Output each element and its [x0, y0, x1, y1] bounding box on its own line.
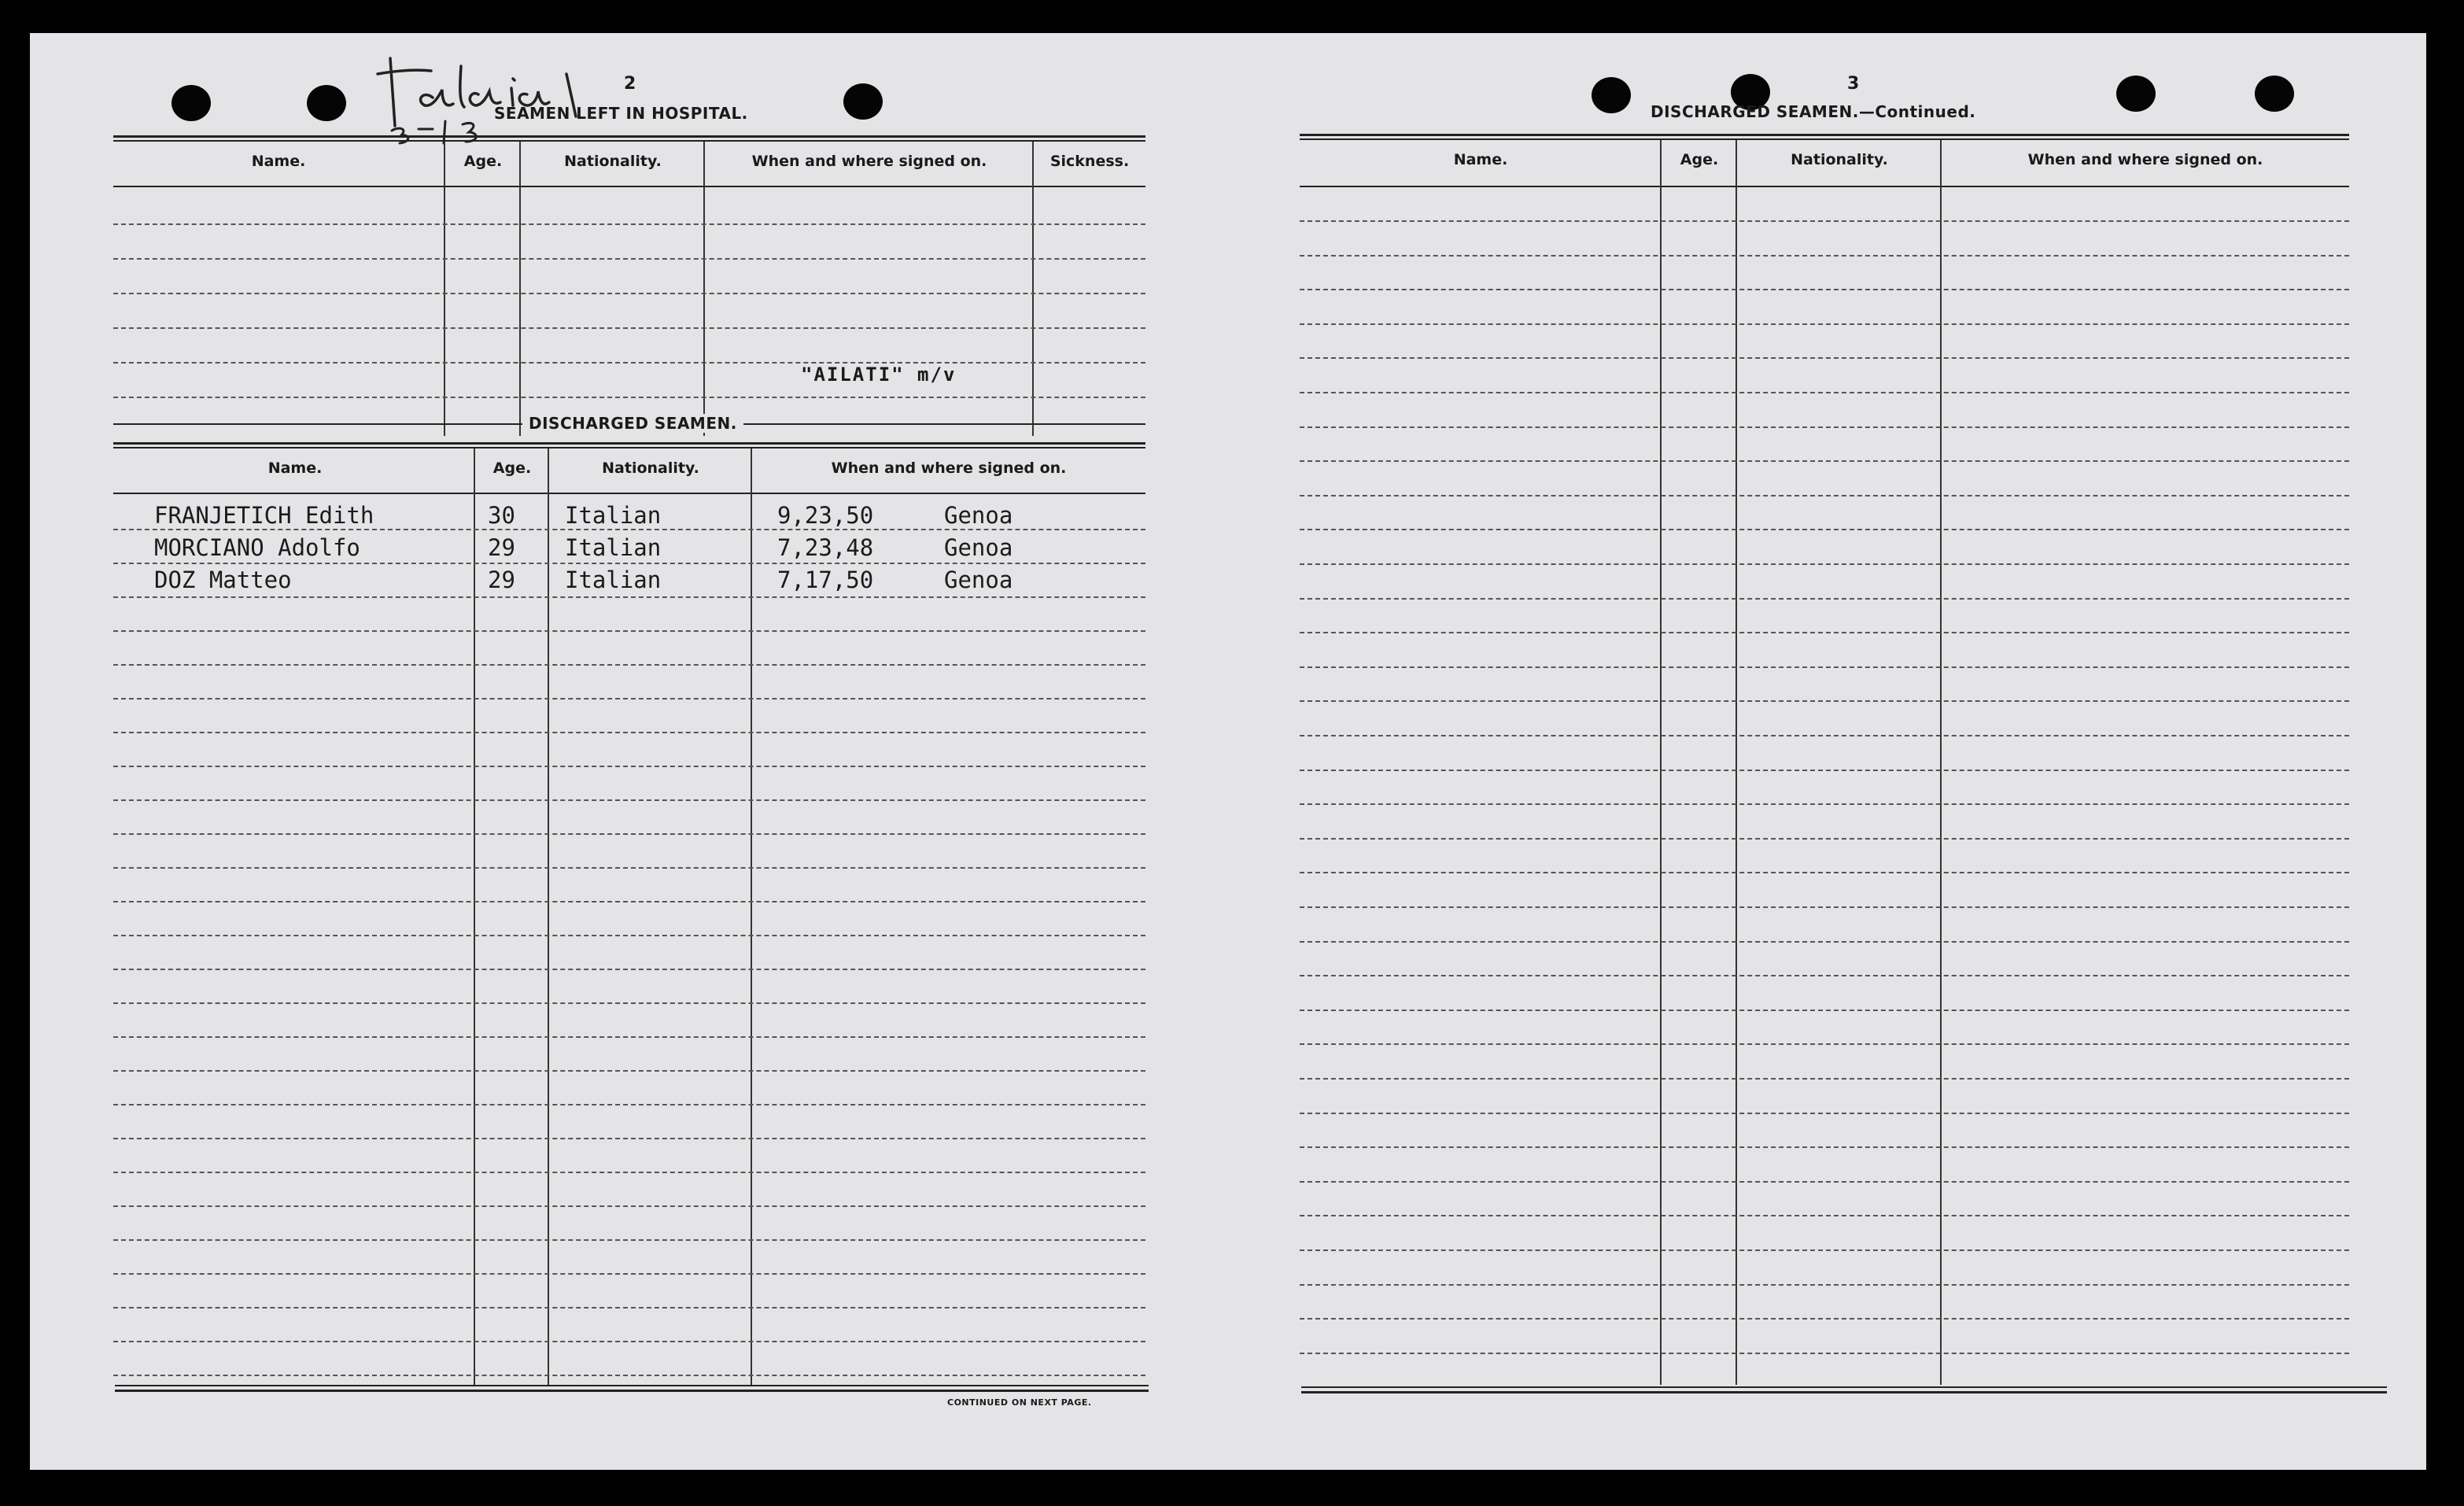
- table-row-date: 9,23,50: [777, 502, 874, 529]
- column-header-signed-on: When and where signed on.: [751, 153, 987, 170]
- ruled-line: [1300, 838, 2349, 840]
- ruled-line: [1300, 392, 2349, 393]
- manifest-sheet: [30, 33, 2426, 1470]
- ruled-line: [1300, 872, 2349, 873]
- column-header-age: Age.: [1680, 151, 1719, 168]
- ruled-line: [1300, 735, 2349, 736]
- table-row-nationality: Italian: [565, 534, 662, 561]
- right-page: [1289, 33, 2426, 1470]
- ruled-line: [1300, 1113, 2349, 1114]
- ruled-line: [113, 397, 1145, 398]
- table-top-rule: [113, 442, 1145, 445]
- ruled-line: [1300, 563, 2349, 565]
- ruled-line: [113, 258, 1145, 260]
- ruled-line: [1300, 255, 2349, 257]
- ruled-line: [113, 1036, 1145, 1038]
- ruled-line: [113, 867, 1145, 869]
- vessel-stamp: "AILATI" m/v: [801, 364, 957, 386]
- column-divider: [751, 448, 752, 1385]
- table-bottom-rule: [115, 1390, 1149, 1392]
- column-divider: [1660, 140, 1662, 1385]
- column-divider: [1032, 142, 1034, 436]
- ruled-line: [113, 327, 1145, 329]
- table-row-nationality: Italian: [565, 502, 662, 529]
- ruled-line: [1300, 666, 2349, 668]
- ruled-line: [1300, 632, 2349, 633]
- ruled-line: [113, 1341, 1145, 1342]
- punch-hole: [843, 83, 883, 120]
- ruled-line: [113, 1172, 1145, 1173]
- header-underline: [113, 186, 1145, 187]
- ruled-line: [1300, 426, 2349, 428]
- ruled-line: [1300, 700, 2349, 702]
- table-row-place: Genoa: [944, 567, 1013, 593]
- ruled-line: [1300, 906, 2349, 908]
- table-top-rule: [1300, 138, 2349, 140]
- column-header-signed-on: When and where signed on.: [831, 460, 1067, 477]
- ruled-line: [113, 223, 1145, 225]
- column-divider: [444, 142, 445, 436]
- column-divider: [474, 448, 475, 1385]
- ruled-line: [1300, 803, 2349, 805]
- ruled-line: [1300, 1043, 2349, 1045]
- discharged-section-title: DISCHARGED SEAMEN.: [522, 414, 743, 433]
- ruled-line: [1300, 1078, 2349, 1080]
- table-row-place: Genoa: [944, 534, 1013, 561]
- ruled-line: [113, 833, 1145, 835]
- ruled-line: [113, 1307, 1145, 1309]
- header-underline: [1300, 186, 2349, 187]
- ruled-line: [1300, 770, 2349, 771]
- column-header-name: Name.: [251, 153, 306, 170]
- ruled-line: [113, 664, 1145, 666]
- table-bottom-rule: [115, 1385, 1149, 1386]
- table-row-place: Genoa: [944, 502, 1013, 529]
- ruled-line: [113, 1104, 1145, 1106]
- column-header-name: Name.: [267, 460, 323, 477]
- table-top-rule: [1300, 134, 2349, 136]
- ruled-line: [1300, 529, 2349, 530]
- column-header-nationality: Nationality.: [564, 153, 662, 170]
- table-row-age: 29: [488, 567, 515, 593]
- discharged-continued-title: DISCHARGED SEAMEN.—Continued.: [1651, 102, 1976, 121]
- punch-hole: [307, 85, 346, 121]
- ruled-line: [1300, 975, 2349, 976]
- ruled-line: [113, 1205, 1145, 1207]
- ruled-line: [113, 935, 1145, 936]
- table-row-date: 7,23,48: [777, 534, 874, 561]
- ruled-line: [113, 766, 1145, 767]
- continued-note: CONTINUED ON NEXT PAGE.: [947, 1397, 1092, 1408]
- ruled-line: [1300, 1146, 2349, 1148]
- ruled-line: [113, 596, 1145, 598]
- left-page: [30, 33, 1163, 1470]
- ruled-line: [113, 732, 1145, 733]
- column-divider: [548, 448, 549, 1385]
- ruled-line: [1300, 460, 2349, 462]
- ruled-line: [1300, 220, 2349, 222]
- column-divider: [1940, 140, 1942, 1385]
- table-row-name: FRANJETICH Edith: [154, 502, 374, 529]
- column-header-nationality: Nationality.: [602, 460, 699, 477]
- handwritten-annotation-icon: [360, 50, 628, 145]
- ruled-line: [1300, 598, 2349, 600]
- column-header-signed-on: When and where signed on.: [2027, 151, 2263, 168]
- table-top-rule: [113, 135, 1145, 138]
- column-divider: [703, 142, 705, 436]
- punch-hole: [172, 85, 211, 121]
- ruled-line: [1300, 495, 2349, 496]
- ruled-line: [113, 1375, 1145, 1376]
- ruled-line: [113, 1070, 1145, 1072]
- ruled-line: [113, 969, 1145, 970]
- table-bottom-rule: [1301, 1386, 2387, 1388]
- ruled-line: [1300, 1249, 2349, 1251]
- column-header-age: Age.: [463, 153, 503, 170]
- ruled-line: [113, 1239, 1145, 1241]
- ruled-line: [113, 293, 1145, 294]
- table-top-rule: [113, 140, 1145, 142]
- punch-hole: [2255, 76, 2294, 112]
- ruled-line: [1300, 1010, 2349, 1011]
- table-row-date: 7,17,50: [777, 567, 874, 593]
- table-row-age: 30: [488, 502, 515, 529]
- header-underline: [113, 493, 1145, 494]
- ruled-line: [113, 799, 1145, 801]
- ruled-line: [113, 1002, 1145, 1004]
- column-header-name: Name.: [1453, 151, 1508, 168]
- ruled-line: [1300, 1215, 2349, 1216]
- table-row-age: 29: [488, 534, 515, 561]
- ruled-line: [1300, 1318, 2349, 1320]
- ruled-line: [113, 698, 1145, 699]
- table-row-name: MORCIANO Adolfo: [154, 534, 360, 561]
- ruled-line: [113, 630, 1145, 632]
- column-header-age: Age.: [492, 460, 532, 477]
- column-header-sickness: Sickness.: [1049, 153, 1130, 170]
- ruled-line: [1300, 941, 2349, 943]
- page-number: 2: [624, 74, 636, 94]
- table-row-nationality: Italian: [565, 567, 662, 593]
- table-top-rule: [113, 447, 1145, 448]
- ruled-line: [113, 563, 1145, 564]
- table-bottom-rule: [1301, 1391, 2387, 1393]
- ruled-line: [1300, 1353, 2349, 1354]
- column-divider: [1735, 140, 1737, 1385]
- punch-hole: [2116, 76, 2156, 112]
- ruled-line: [113, 1273, 1145, 1275]
- ruled-line: [113, 1138, 1145, 1139]
- ruled-line: [113, 362, 1145, 364]
- ruled-line: [1300, 1284, 2349, 1286]
- ruled-line: [113, 529, 1145, 530]
- page-number: 3: [1847, 74, 1860, 94]
- column-header-nationality: Nationality.: [1791, 151, 1888, 168]
- ruled-line: [1300, 289, 2349, 290]
- ruled-line: [1300, 357, 2349, 359]
- ruled-line: [113, 901, 1145, 902]
- hospital-section-title: SEAMEN LEFT IN HOSPITAL.: [494, 104, 748, 123]
- ruled-line: [1300, 323, 2349, 325]
- column-divider: [519, 142, 521, 436]
- punch-hole: [1592, 77, 1631, 113]
- table-row-name: DOZ Matteo: [154, 567, 292, 593]
- ruled-line: [1300, 1181, 2349, 1183]
